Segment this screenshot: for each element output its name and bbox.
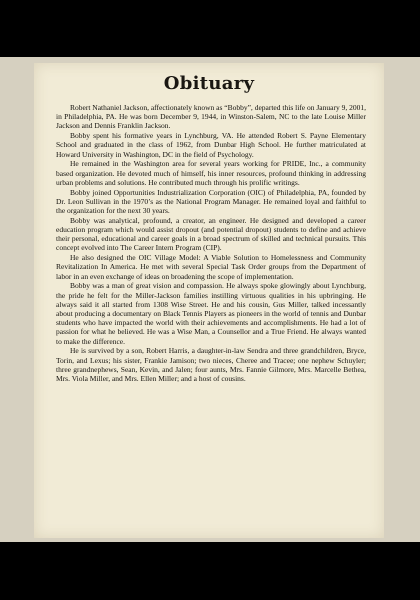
paragraph-character: Bobby was a man of great vision and compassion. He always spoke glowingly about Lynchburg, the pride he felt for the Miller-Jackson families instilling virtuous qualities in his upbringing. He always said it all started from 1308 Wise Street. He and his cousin, Gus Miller, talked incessantly about producing a documentary on Black Tennis Players as pioneers in the world of tennis and Dunbar students who have impacted the world with their achievements and accomplishments. He had a lot of passion for what he believed. He was a Wise Man, a Counsellor and a True Friend. He always wanted to make the difference. <box>56 281 366 346</box>
scanned-page-frame <box>0 57 420 542</box>
paragraph-death-and-birth: Robert Nathaniel Jackson, affectionately known as “Bobby”, departed this life on January 9, 2001, in Philadelphia, PA. He was born December 9, 1944, in Winston-Salem, NC to the late Louise Miller Jackson and Dennis Franklin Jackson. <box>56 103 366 131</box>
paragraph-career-intern-program: Bobby was analytical, profound, a creator, an engineer. He designed and developed a career education program which would assist dropout (and potential dropout) students to define and achieve their personal, educational and career goals in a broad spectrum of skilled and technical pursuits. This concept evolved into The Career Intern Program (CIP). <box>56 215 366 253</box>
paragraph-village-model: He also designed the OIC Village Model: A Viable Solution to Homelessness and Community Revitalization In America. He met with several Special Task Order groups from the Department of labor in an even exchange of ideas on broadening the scope of implementation. <box>56 253 366 281</box>
paragraph-pride-work: He remained in the Washington area for several years working for PRIDE, Inc., a community based organization. He devoted much of himself, his inner resources, profound thinking in addressing urban problems and solutions. He contributed much through his prolific writings. <box>56 159 366 187</box>
paragraph-oic-career: Bobby joined Opportunities Industrialization Corporation (OIC) of Philadelphia, PA, founded by Dr. Leon Sullivan in the 1970’s as the National Program Manager. He remained loyal and faithful to the organization for the next 30 years. <box>56 187 366 216</box>
page-title: Obituary <box>163 73 255 94</box>
obituary-body <box>56 103 366 384</box>
paragraph-survivors: He is survived by a son, Robert Harris, a daughter-in-law Sendra and three grandchildren, Bryce, Torin, and Lexus; his sister, Frankie Jamison; two nieces, Cheree and Tracee; one nephew Schuyler; three grandnephews, Sean, Kevin, and Jalen; four aunts, Mrs. Fannie Gilmore, Mrs. Marcelle Bethea, Mrs. Viola Miller, and Mrs. Ellen Miller; and a host of cousins. <box>56 346 366 384</box>
paragraph-education: Bobby spent his formative years in Lynchburg, VA. He attended Robert S. Payne Elementary School and graduated in the class of 1962, from Dunbar High School. He further matriculated at Howard University in Washington, DC in the field of Psychology. <box>56 131 366 159</box>
obituary-page <box>34 63 384 538</box>
